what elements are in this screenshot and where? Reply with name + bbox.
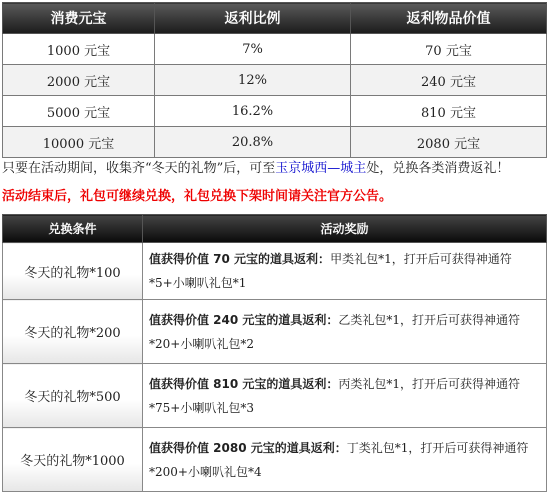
exchange-table (2, 214, 547, 492)
table-row (3, 428, 547, 492)
table-row (3, 243, 547, 300)
rebate-consume-cell: 10000 元宝 (3, 127, 155, 158)
exchange-condition-cell: 冬天的礼物*500 (3, 364, 143, 428)
rebate-value-cell: 2080 元宝 (351, 127, 547, 158)
exchange-reward-cell (143, 428, 547, 492)
rebate-consume-cell: 2000 元宝 (3, 65, 155, 96)
table-row (3, 364, 547, 428)
exchange-header-condition: 兑换条件 (3, 215, 143, 243)
rebate-ratio-cell: 16.2% (155, 96, 351, 127)
rebate-header-row (3, 3, 547, 34)
rebate-consume-cell: 5000 元宝 (3, 96, 155, 127)
reward-description: 丙类礼包*1，打开后可获得神通符*75+小喇叭礼包*3 (149, 376, 521, 415)
exchange-header-row (3, 215, 547, 243)
reward-title: 值获得价值 70 元宝的道具返利： (149, 252, 331, 266)
instructions-text-after: 处，兑换各类消费返礼！ (366, 161, 510, 176)
rebate-consume-cell: 1000 元宝 (3, 34, 155, 65)
reward-title: 值获得价值 240 元宝的道具返利： (149, 312, 339, 327)
exchange-condition-cell: 冬天的礼物*1000 (3, 428, 143, 492)
table-row (3, 65, 547, 96)
rebate-value-cell: 240 元宝 (351, 65, 547, 96)
reward-description: 乙类礼包*1，打开后可获得神通符*20+小喇叭礼包*2 (149, 312, 521, 351)
reward-title: 值获得价值 810 元宝的道具返利： (149, 376, 339, 391)
event-instructions (2, 157, 546, 176)
rebate-ratio-cell: 7% (155, 34, 351, 65)
exchange-condition-cell: 冬天的礼物*200 (3, 300, 143, 364)
exchange-header-reward: 活动奖励 (143, 215, 547, 243)
rebate-value-cell: 810 元宝 (351, 96, 547, 127)
exchange-reward-cell (143, 243, 547, 300)
rebate-header-ratio: 返利比例 (155, 3, 351, 34)
reward-description: 甲类礼包*1，打开后可获得神通符*5+小喇叭礼包*1 (149, 252, 512, 290)
reward-description: 丁类礼包*1，打开后可获得神通符*200+小喇叭礼包*4 (149, 440, 529, 479)
rebate-ratio-cell: 12% (155, 65, 351, 96)
reward-title: 值获得价值 2080 元宝的道具返利： (149, 440, 347, 455)
rebate-header-value: 返利物品价值 (351, 3, 547, 34)
exchange-condition-cell: 冬天的礼物*100 (3, 243, 143, 300)
table-row (3, 96, 547, 127)
table-row (3, 34, 547, 65)
event-notice: 活动结束后，礼包可继续兑换，礼包兑换下架时间请关注官方公告。 (2, 189, 393, 204)
instructions-text-before: 只要在活动期间，收集齐“冬天的礼物”后，可至 (2, 161, 276, 176)
table-row (3, 300, 547, 364)
rebate-value-cell: 70 元宝 (351, 34, 547, 65)
rebate-table (2, 2, 547, 158)
table-row (3, 127, 547, 158)
exchange-reward-cell (143, 300, 547, 364)
npc-location-link[interactable]: 玉京城西—城主 (275, 161, 367, 176)
rebate-header-consume: 消费元宝 (3, 3, 155, 34)
exchange-reward-cell (143, 364, 547, 428)
rebate-ratio-cell: 20.8% (155, 127, 351, 158)
